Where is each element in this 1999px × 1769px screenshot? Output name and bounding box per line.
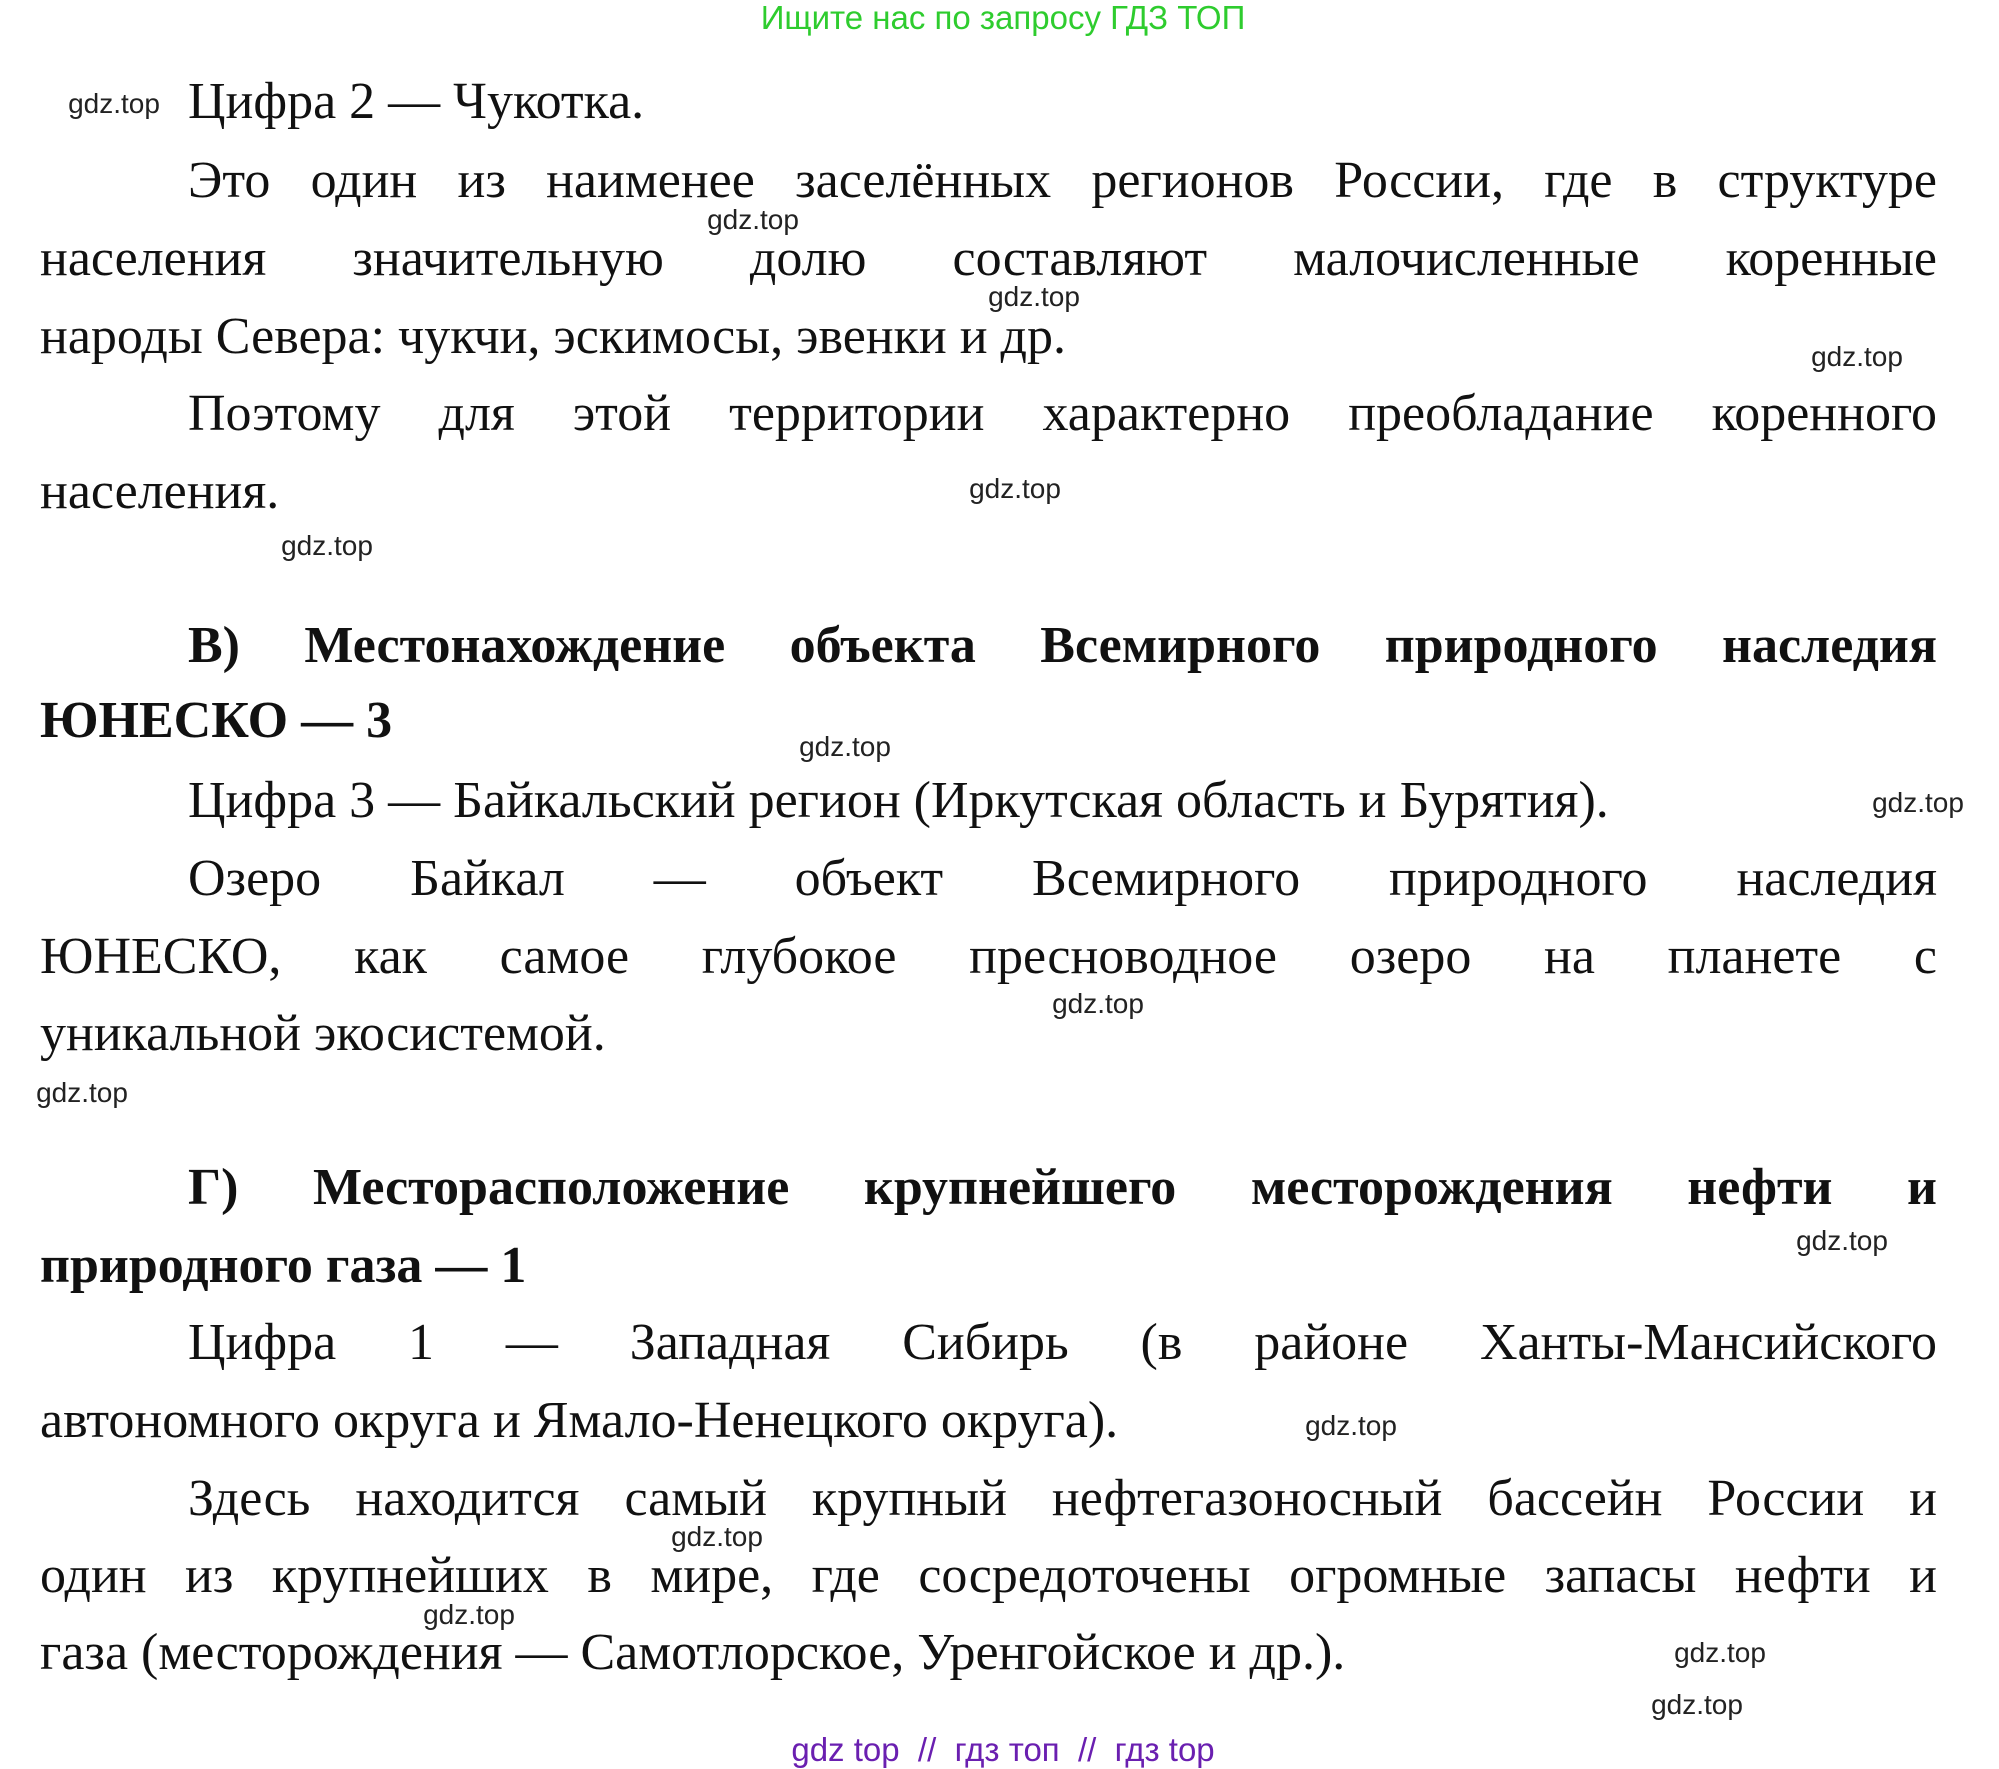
text-line: Это один из наименее заселённых регионов России, где в структуре: [188, 152, 1937, 209]
text-line: народы Севера: чукчи, эскимосы, эвенки и др.: [40, 308, 1066, 365]
text-line: Цифра 3 — Байкальский регион (Иркутская область и Бурятия).: [188, 772, 1609, 829]
text-line: Цифра 1 — Западная Сибирь (в районе Ханты-Мансийского: [188, 1314, 1937, 1371]
section-heading: В) Местонахождение объекта Всемирного природного наследия: [188, 617, 1937, 674]
text-line: уникальной экосистемой.: [40, 1005, 606, 1062]
text-line: газа (месторождения — Самотлорское, Уренгойское и др.).: [40, 1624, 1346, 1681]
watermark: gdz.top: [1872, 787, 1964, 818]
search-banner: Ищите нас по запросу ГДЗ ТОП: [760, 0, 1246, 36]
text-line: населения значительную долю составляют малочисленные коренные: [40, 230, 1937, 287]
watermark: gdz.top: [36, 1077, 128, 1108]
watermark: gdz.top: [1305, 1410, 1397, 1441]
section-heading: Г) Месторасположение крупнейшего месторождения нефти и: [188, 1159, 1937, 1216]
text-line: Здесь находится самый крупный нефтегазоносный бассейн России и: [188, 1470, 1937, 1527]
watermark: gdz.top: [707, 204, 799, 235]
watermark: gdz.top: [969, 473, 1061, 504]
watermark: gdz.top: [799, 731, 891, 762]
text-line: автономного округа и Ямало-Ненецкого округа).: [40, 1392, 1119, 1449]
section-heading: природного газа — 1: [40, 1237, 527, 1294]
watermark: gdz.top: [68, 88, 160, 119]
text-line: Озеро Байкал — объект Всемирного природного наследия: [188, 850, 1937, 907]
watermark: gdz.top: [1674, 1637, 1766, 1668]
watermark: gdz.top: [1811, 341, 1903, 372]
watermark: gdz.top: [1052, 988, 1144, 1019]
text-line: Поэтому для этой территории характерно преобладание коренного: [188, 385, 1937, 442]
text-line: ЮНЕСКО, как самое глубокое пресноводное озеро на планете с: [40, 928, 1937, 985]
watermark: gdz.top: [423, 1599, 515, 1630]
watermark: gdz.top: [988, 281, 1080, 312]
footer-banner: gdz top // гдз топ // гдз top: [791, 1731, 1215, 1768]
watermark: gdz.top: [1651, 1689, 1743, 1720]
watermark: gdz.top: [281, 530, 373, 561]
text-line: Цифра 2 — Чукотка.: [188, 73, 645, 130]
text-line: один из крупнейших в мире, где сосредоточены огромные запасы нефти и: [40, 1547, 1937, 1604]
text-line: населения.: [40, 463, 280, 520]
section-heading: ЮНЕСКО — 3: [40, 692, 393, 749]
watermark: gdz.top: [671, 1521, 763, 1552]
watermark: gdz.top: [1796, 1225, 1888, 1256]
